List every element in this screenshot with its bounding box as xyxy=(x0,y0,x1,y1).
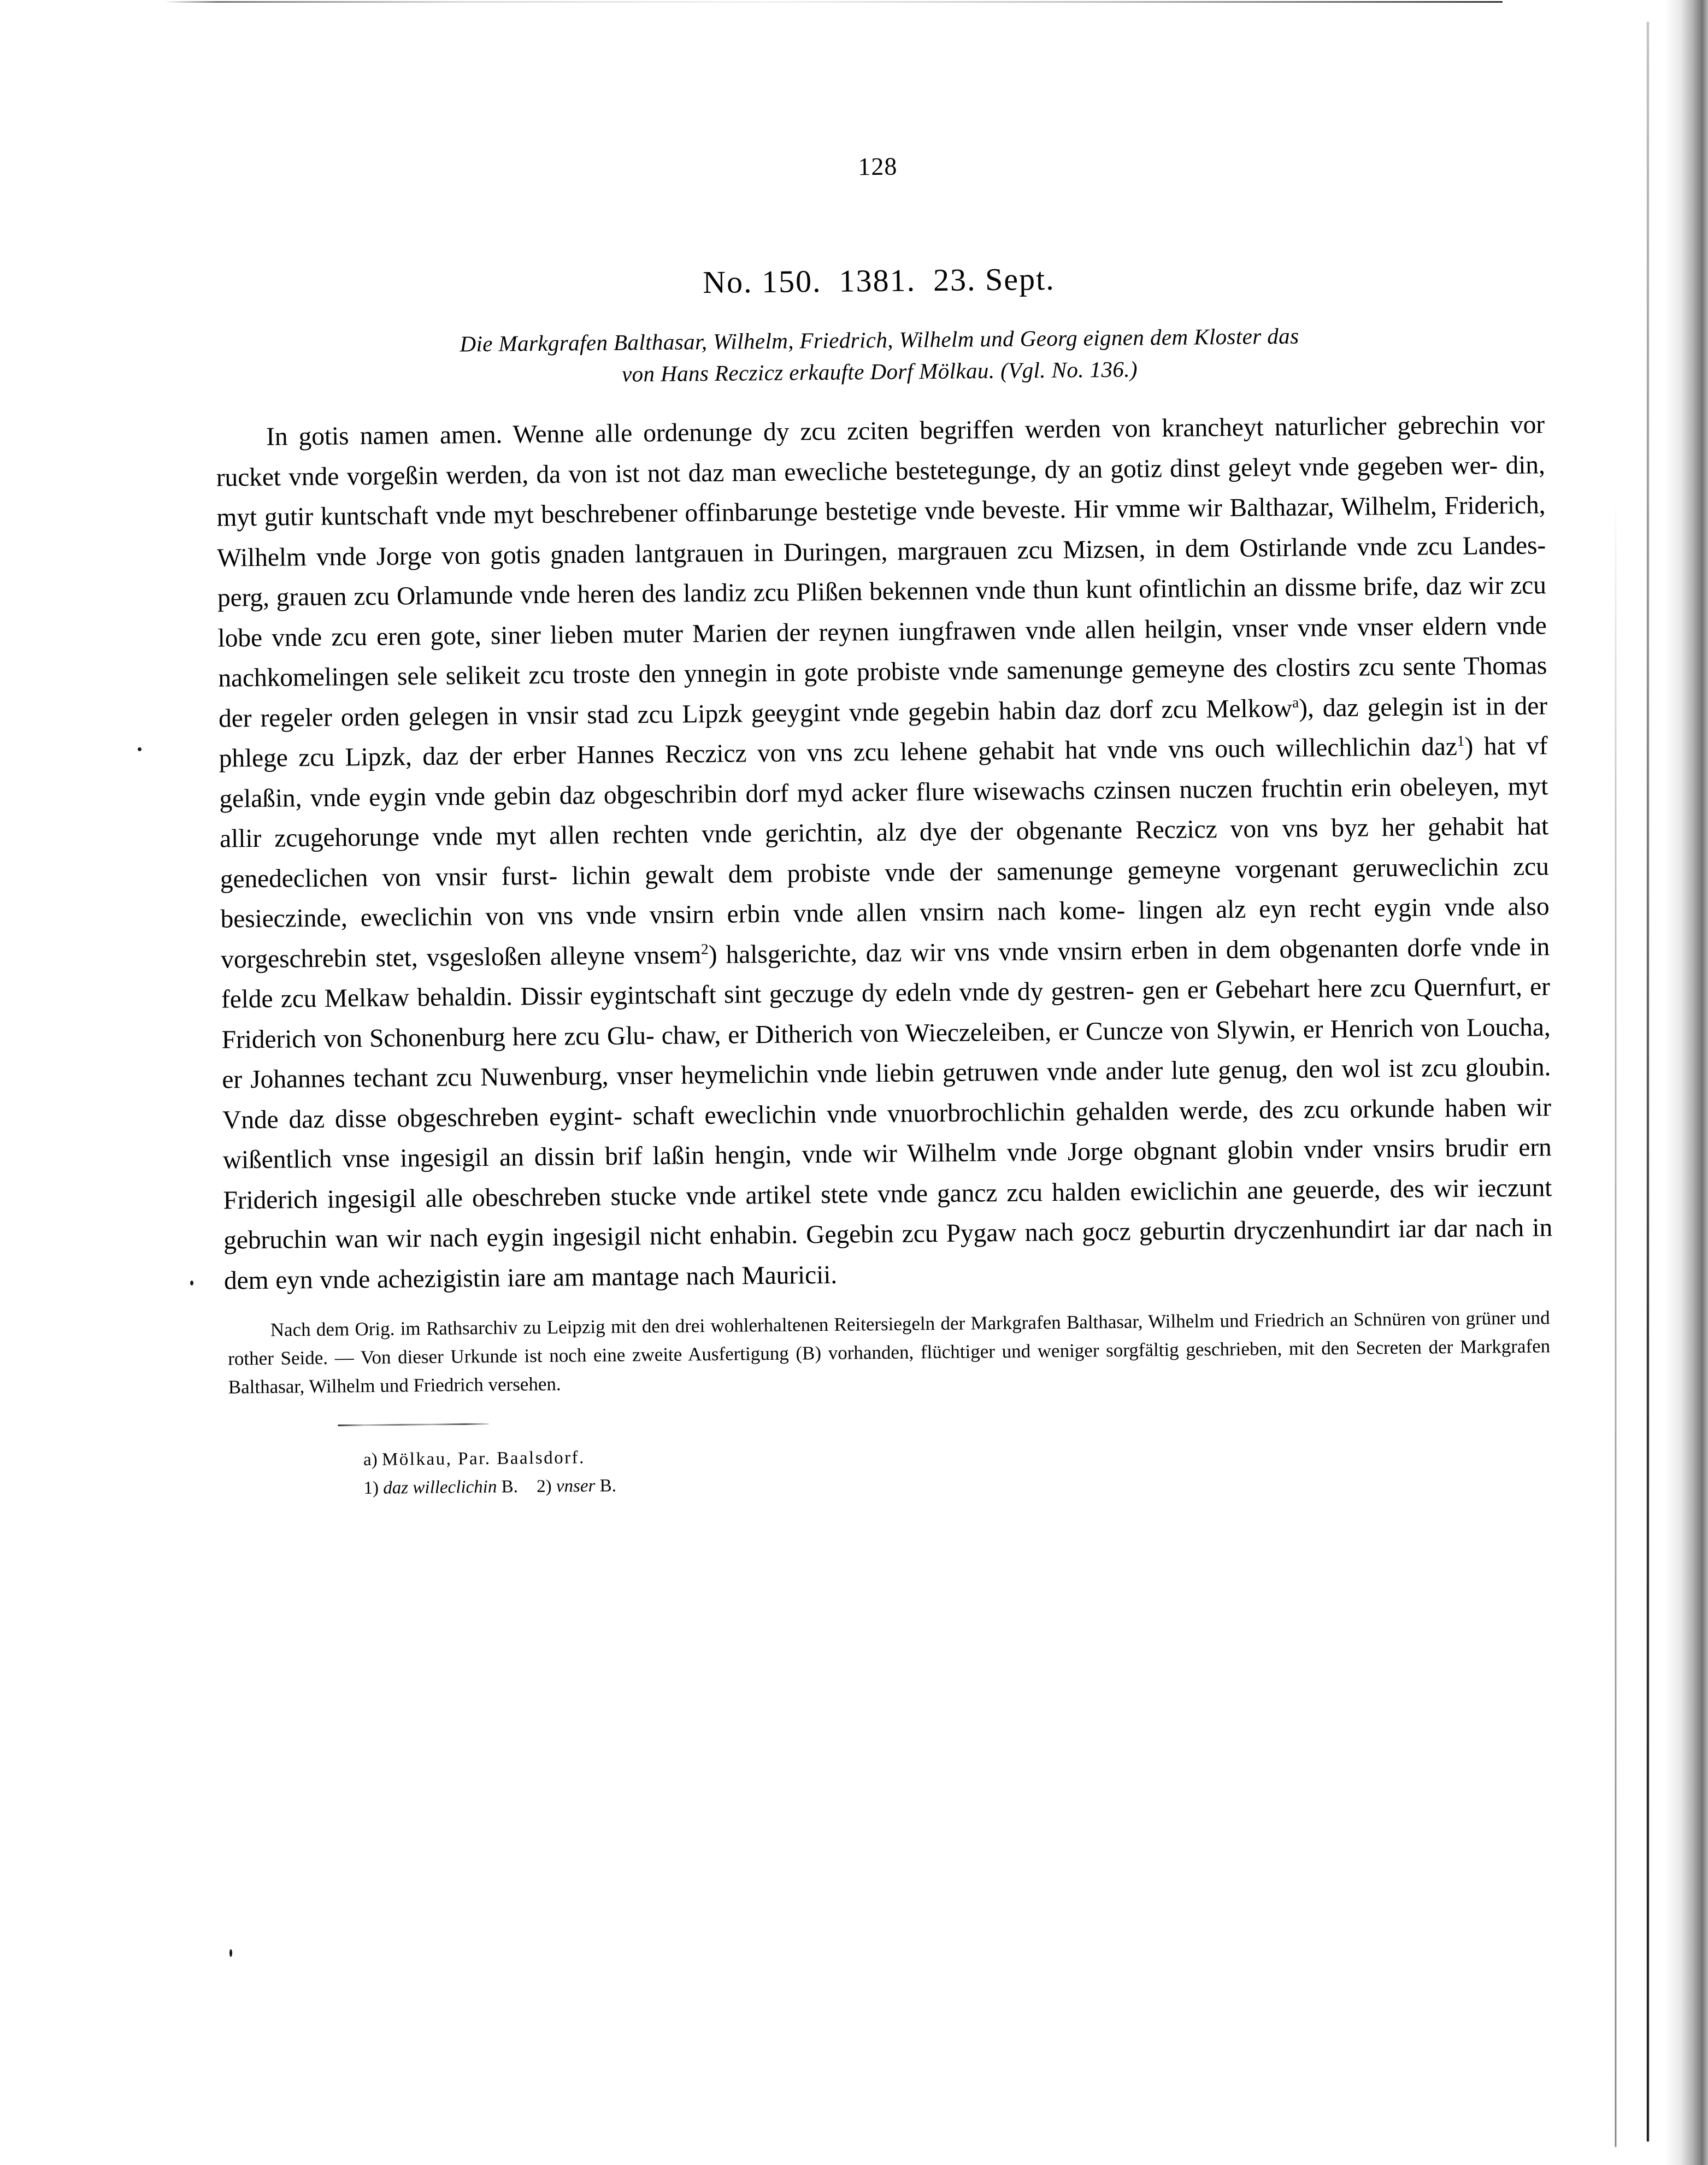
commentary-indent xyxy=(228,1336,270,1337)
letterpress-type-block xyxy=(212,0,1555,1504)
footnote-2-marker: 2) xyxy=(536,1477,552,1497)
footnote-1-marker: 1) xyxy=(363,1478,379,1499)
footnote-block xyxy=(363,1435,1555,1503)
scan-speck xyxy=(190,1281,193,1285)
scan-speck xyxy=(138,747,142,751)
footnote-2-text: vnser xyxy=(556,1476,596,1497)
footnote-reference: 2 xyxy=(700,940,709,958)
footnote-1-suffix: B. xyxy=(501,1477,519,1497)
document-heading xyxy=(214,256,1544,305)
paragraph-indent xyxy=(216,445,266,446)
charter-text-runs: In gotis namen amen. Wenne alle ordenunge dy zcu zciten begriffen werden von krancheyt naturlicher gebrechin vor rucket vnde vorgeßin werden, da von ist not daz man ewecliche bestetegunge, dy an gotiz dinst geleyt vnde gegeben wer- din, myt gutir kuntschaft vnde myt beschrebener offinbarunge bestetige vnde beveste. Hir vmme wir Balthazar, Wilhelm, Friderich, Wilhelm vnde Jorge von gotis gnaden lantgrauen in Duringen, margrauen zcu Mizsen, in dem Ostirlande vnde zcu Landes- perg, grauen zcu Orlamunde vnde heren des landiz zcu Plißen bekennen vnde thun kunt ofintlichin an dissme brife, daz wir zcu lobe vnde zcu eren gote, siner lieben muter Marien der reynen iungfrawen vnde allen heilgin, vnser vnde vnser eldern vnde nachkomelingen sele selikeit zcu troste den ynnegin in gote probiste vnde samenunge gemeyne des clostirs zcu sente Thomas der regeler orden gelegen in vnsir stad zcu Lipzk geeygint vnde gegebin habin daz dorf zcu Melkow$^a$), daz gelegin ist in der phlege zcu Lipzk, daz der erber Hannes Reczicz von vns zcu lehene gehabit hat vnde vns ouch willechlichin daz$^1$) hat vf gelaßin, vnde eygin vnde gebin daz obgeschribin dorf myd acker flure wisewachs czinsen nuczen fruchtin erin obeleyen, myt allir zcugehorunge vnde myt allen rechten vnde gerichtin, alz dye der obgenante Reczicz von vns byz her gehabit hat genedeclichen von vnsir furst- lichin gewalt dem probiste vnde der samenunge gemeyne vorgenant geruweclichin zcu besieczinde, eweclichin von vns vnde vnsirn erbin vnde allen vnsirn nach kome- lingen alz eyn recht eygin vnde also vorgeschrebin stet, vsgesloßen alleyne vnsem$^2$) halsgerichte, daz wir vns vnde vnsirn erben in dem obgenanten dorfe vnde in felde zcu Melkaw behaldin. Dissir eygintschaft sint geczuge dy edeln vnde dy gestren- gen er Gebehart here zcu Quernfurt, er Friderich von Schonenburg here zcu Glu- chaw, er Ditherich von Wieczeleiben, er Cuncze von Slywin, er Henrich von Loucha, er Johannes techant zcu Nuwenburg, vnser heymelichin vnde liebin getruwen vnde ander lute genug, den wol ist zcu gloubin. Vnde daz disse obgeschreben eygint- schaft eweclichin vnde vnuorbrochlichin gehalden werde, des zcu orkunde haben wir wißentlich vnse ingesigil an dissin brif laßin hengin, vnde wir Wilhelm vnde Jorge obgnant globin vnder vnsirs brudir ern Friderich ingesigil alle obeschreben stucke vnde artikel stete vnde gancz zcu halden ewiclichin ane geuerde, des wir ieczunt gebruchin wan wir nach eygin ingesigil nicht enhabin. Gegebin zcu Pygaw nach gocz geburtin dryczenhundirt iar dar nach in dem eyn vnde achezigistin iare am mantage nach Mauricii. xyxy=(216,410,1553,1295)
footnote-reference: 1 xyxy=(1457,732,1465,750)
document-number: No. 150. xyxy=(702,263,822,300)
document-year: 1381. xyxy=(839,262,916,299)
document-source-commentary xyxy=(228,1304,1551,1402)
commentary-text: Nach dem Orig. im Rathsarchiv zu Leipzig mit den drei wohlerhaltenen Reitersiegeln der Markgrafen Balthasar, Wilhelm und Friedrich an Schnüren von grüner und rother Seide. — Von dieser Urkunde ist noch eine zweite Ausfertigung (B) vorhanden, flüchtiger und weniger sorgfältig geschrieben, mit den Secreten der Markgrafen Balthasar, Wilhelm und Friedrich versehen. xyxy=(228,1307,1551,1398)
regest-line-2: von Hans Reczicz erkaufte Dorf Mölkau. (Vgl. No. 136.) xyxy=(621,356,1138,387)
footnote-separator-rule xyxy=(338,1423,488,1426)
footnote-a-marker: a) xyxy=(363,1450,378,1470)
scan-speck xyxy=(229,1949,232,1957)
document-charter-text xyxy=(216,405,1553,1301)
document-regest xyxy=(251,318,1508,394)
footnote-2-suffix: B. xyxy=(599,1476,617,1496)
scan-gutter-dark-line-secondary xyxy=(1615,492,1616,2147)
regest-line-1: Die Markgrafen Balthasar, Wilhelm, Friedrich, Wilhelm und Georg eignen dem Kloster das xyxy=(460,323,1299,357)
document-date: 23. Sept. xyxy=(933,261,1055,298)
scan-gutter-dark-line xyxy=(1647,22,1649,2142)
footnote-1-text: daz willeclichin xyxy=(383,1477,497,1499)
page-folio-number: 128 xyxy=(858,152,898,181)
footnote-reference: a xyxy=(1292,693,1299,711)
footnote-a-text: Mölkau, Par. Baalsdorf. xyxy=(381,1448,586,1470)
